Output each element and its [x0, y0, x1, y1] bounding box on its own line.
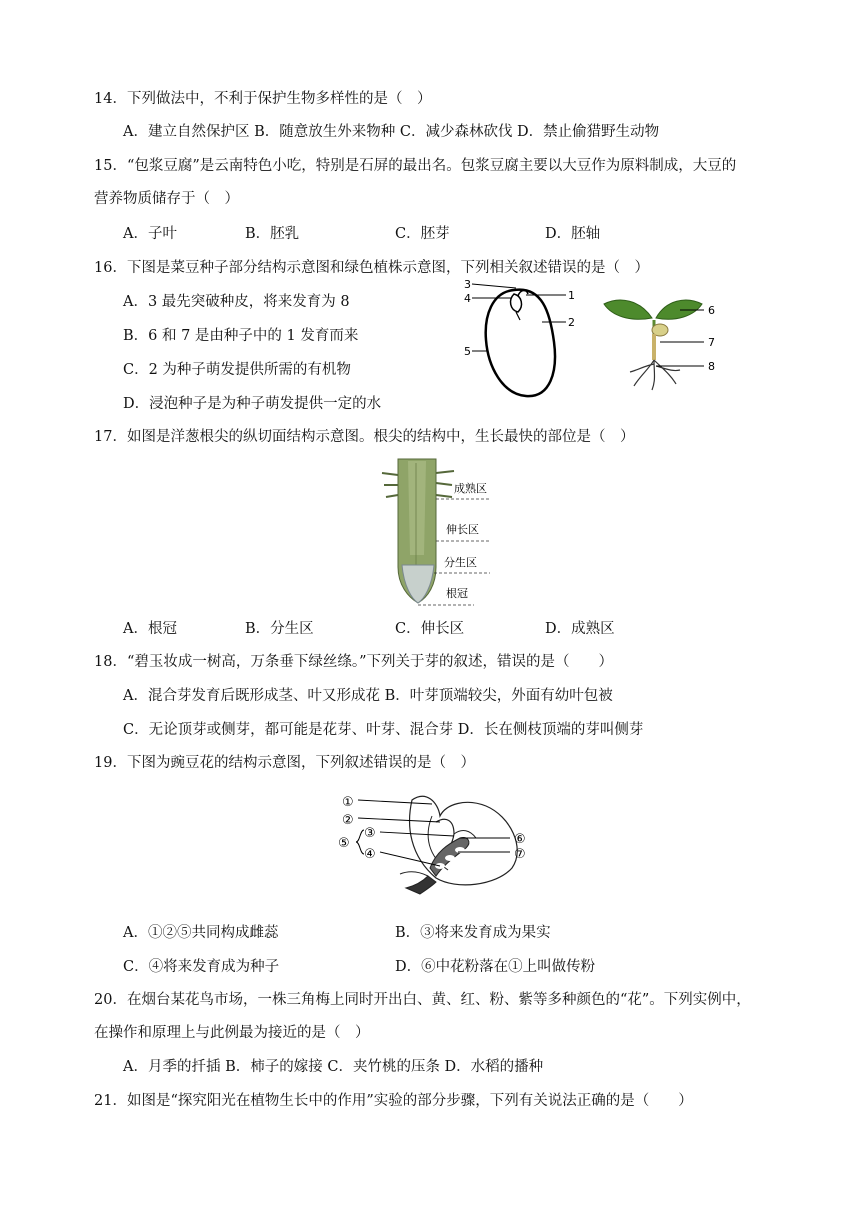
q15-option-a: A．子叶: [123, 226, 177, 242]
q15-option-d: D．胚轴: [545, 226, 601, 242]
q17-option-b: B．分生区: [245, 621, 314, 637]
seedling-label-6: 6: [708, 304, 715, 317]
flower-label-2: ②: [342, 813, 354, 828]
q17-option-d: D．成熟区: [545, 621, 615, 637]
flower-label-3: ③: [364, 826, 376, 841]
q19-option-a: A．①②⑤共同构成雌蕊: [123, 925, 279, 941]
flower-label-6: ⑥: [514, 832, 526, 847]
q16-option-d: D．浸泡种子是为种子萌发提供一定的水: [123, 396, 382, 412]
q19-option-b: B．③将来发育成为果实: [395, 925, 551, 941]
seed-label-2: 2: [568, 316, 575, 329]
flower-label-1: ①: [342, 795, 354, 810]
q15-option-b: B．胚乳: [245, 226, 300, 242]
q18-stem: 18．“碧玉妆成一树高，万条垂下绿丝绦。”下列关于芽的叙述，错误的是（ ）: [94, 654, 614, 670]
q14-options: A．建立自然保护区 B．随意放生外来物种 C．减少森林砍伐 D．禁止偷猎野生动物: [123, 124, 660, 140]
q16-option-c: C．2 为种子萌发提供所需的有机物: [123, 362, 351, 378]
root-label-root-cap: 根冠: [446, 587, 468, 600]
q14-stem: 14．下列做法中，不利于保护生物多样性的是（ ）: [94, 91, 432, 107]
q19-option-d: D．⑥中花粉落在①上叫做传粉: [395, 959, 596, 975]
seed-label-3: 3: [464, 278, 471, 291]
q21-stem: 21．如图是“探究阳光在植物生长中的作用”实验的部分步骤，下列有关说法正确的是（ ）: [94, 1093, 693, 1109]
q17-stem: 17．如图是洋葱根尖的纵切面结构示意图。根尖的结构中，生长最快的部位是（ ）: [94, 429, 635, 445]
q15-stem-line1: 15．“包浆豆腐”是云南特色小吃，特别是石屏的最出名。包浆豆腐主要以大豆作为原料制成，大豆的: [94, 158, 737, 174]
q18-options-line2: C．无论顶芽或侧芽，都可能是花芽、叶芽、混合芽 D．长在侧枝顶端的芽叫侧芽: [123, 722, 644, 738]
q19-option-c: C．④将来发育成为种子: [123, 959, 280, 975]
q16-option-a: A．3 最先突破种皮，将来发育为 8: [123, 294, 350, 310]
seedling-label-8: 8: [708, 360, 715, 373]
q17-option-c: C．伸长区: [395, 621, 465, 637]
pea-flower-figure: [336, 786, 546, 898]
flower-label-5: ⑤: [338, 836, 350, 851]
seed-label-1: 1: [568, 289, 575, 302]
q15-stem-line2: 营养物质储存于（ ）: [94, 191, 239, 207]
q15-option-c: C．胚芽: [395, 226, 450, 242]
seed-label-5: 5: [464, 345, 471, 358]
onion-root-tip-figure: [374, 455, 494, 609]
seedling-figure: [600, 290, 725, 395]
root-label-meristem-zone: 分生区: [444, 556, 477, 569]
flower-label-4: ④: [364, 847, 376, 862]
q20-options: A．月季的扦插 B．柿子的嫁接 C．夹竹桃的压条 D．水稻的播种: [123, 1059, 544, 1075]
seedling-label-7: 7: [708, 336, 715, 349]
seed-label-4: 4: [464, 292, 471, 305]
q17-option-a: A．根冠: [123, 621, 177, 637]
root-label-mature-zone: 成熟区: [454, 482, 487, 495]
flower-label-7: ⑦: [514, 847, 526, 862]
q20-stem-line2: 在操作和原理上与此例最为接近的是（ ）: [94, 1025, 370, 1041]
root-label-elongation-zone: 伸长区: [446, 523, 479, 536]
q16-option-b: B．6 和 7 是由种子中的 1 发育而来: [123, 328, 359, 344]
bean-seed-figure: [462, 276, 602, 400]
q16-stem: 16．下图是菜豆种子部分结构示意图和绿色植株示意图，下列相关叙述错误的是（ ）: [94, 260, 649, 276]
q19-stem: 19．下图为豌豆花的结构示意图，下列叙述错误的是（ ）: [94, 755, 475, 771]
q18-options-line1: A．混合芽发育后既形成茎、叶又形成花 B．叶芽顶端较尖，外面有幼叶包被: [123, 688, 613, 704]
q20-stem-line1: 20．在烟台某花鸟市场，一株三角梅上同时开出白、黄、红、粉、紫等多种颜色的“花”。下列实例中，: [94, 992, 751, 1008]
